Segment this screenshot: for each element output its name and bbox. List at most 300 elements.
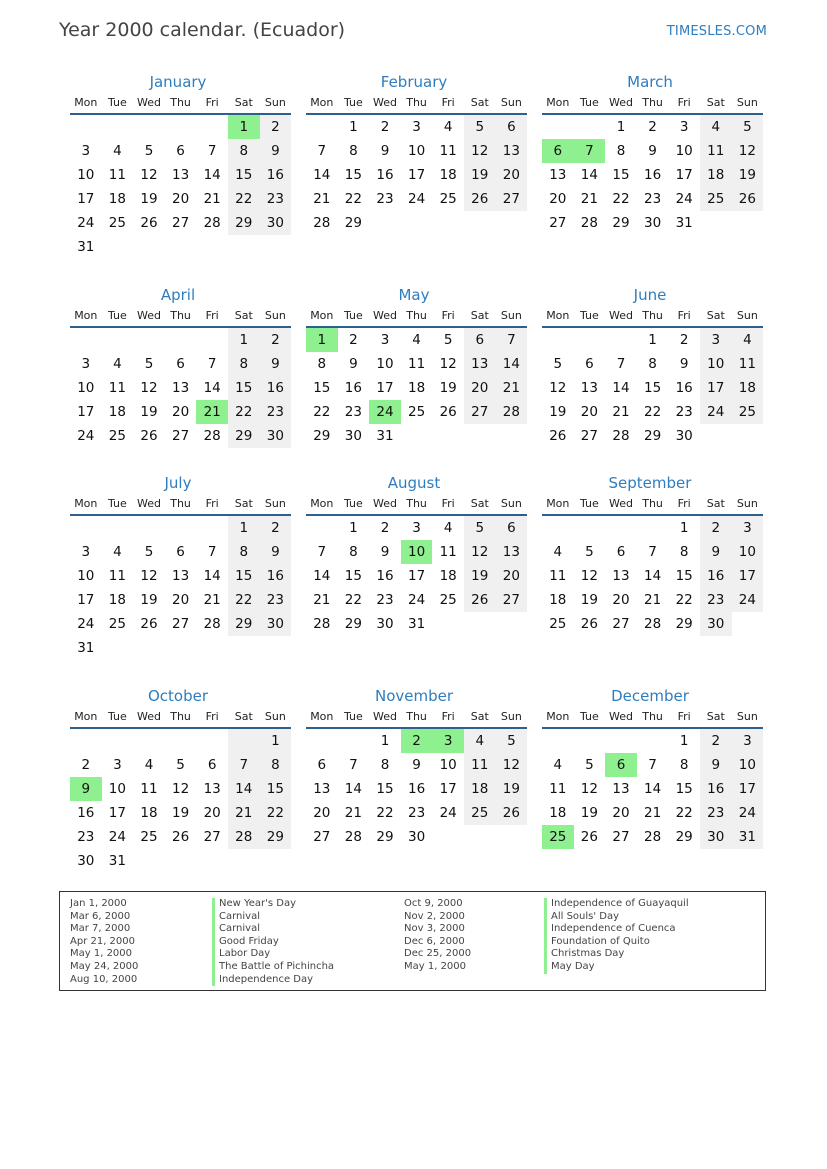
day-cell: 14 bbox=[643, 781, 662, 797]
weekday-header: Mon bbox=[70, 494, 102, 516]
day-cell: 17 bbox=[732, 777, 764, 801]
weekday-header: Sun bbox=[260, 707, 292, 729]
weekday-header: Tue bbox=[102, 93, 134, 115]
day-cell: 30 bbox=[407, 829, 426, 845]
day-cell: 16 bbox=[77, 805, 95, 821]
day-cell: 25 bbox=[700, 187, 732, 211]
day-cell: 7 bbox=[616, 356, 626, 372]
legend-date: May 24, 2000 bbox=[70, 960, 139, 972]
month-march bbox=[539, 73, 761, 235]
day-cell: 22 bbox=[643, 404, 662, 420]
day-cell: 13 bbox=[464, 352, 496, 376]
holiday-day-cell: 21 bbox=[196, 400, 228, 424]
weekday-header: Wed bbox=[605, 93, 637, 115]
weekday-header: Sat bbox=[228, 93, 260, 115]
empty-day-cell bbox=[70, 516, 102, 540]
day-cell: 28 bbox=[203, 428, 221, 444]
day-cell: 18 bbox=[108, 592, 126, 608]
brand-link[interactable]: TIMESLES.COM bbox=[666, 24, 767, 39]
day-cell: 12 bbox=[496, 753, 528, 777]
day-cell: 28 bbox=[203, 215, 221, 231]
weekday-header: Thu bbox=[637, 306, 669, 328]
day-cell: 26 bbox=[464, 187, 496, 211]
day-cell: 6 bbox=[464, 328, 496, 352]
day-cell: 23 bbox=[376, 592, 394, 608]
day-cell: 18 bbox=[549, 805, 567, 821]
legend-holiday-name: Labor Day bbox=[212, 948, 334, 961]
weekday-header: Wed bbox=[605, 306, 637, 328]
empty-day-cell bbox=[369, 211, 401, 235]
day-cell: 25 bbox=[732, 400, 764, 424]
day-cell: 7 bbox=[349, 757, 358, 773]
month-grid bbox=[306, 304, 525, 448]
legend-holiday-name: Carnival bbox=[212, 923, 334, 936]
day-cell: 27 bbox=[171, 215, 190, 231]
day-cell: 14 bbox=[313, 568, 331, 584]
day-cell: 21 bbox=[203, 592, 221, 608]
day-cell: 26 bbox=[549, 428, 567, 444]
empty-day-cell bbox=[133, 235, 165, 259]
weekday-header: Mon bbox=[542, 707, 574, 729]
day-cell: 20 bbox=[171, 191, 190, 207]
day-cell: 7 bbox=[317, 143, 327, 159]
day-cell: 8 bbox=[228, 540, 260, 564]
day-cell: 18 bbox=[549, 592, 567, 608]
weekday-header: Sun bbox=[496, 494, 528, 516]
day-cell: 18 bbox=[108, 404, 126, 420]
day-cell: 14 bbox=[203, 167, 221, 183]
day-cell: 5 bbox=[732, 115, 764, 139]
day-cell: 30 bbox=[675, 428, 693, 444]
day-cell: 22 bbox=[344, 592, 362, 608]
holiday-day-cell: 7 bbox=[574, 139, 606, 163]
weekday-header: Thu bbox=[401, 494, 433, 516]
empty-day-cell bbox=[133, 516, 165, 540]
weekday-header: Fri bbox=[196, 93, 228, 115]
empty-day-cell bbox=[102, 636, 134, 660]
day-cell: 29 bbox=[344, 215, 362, 231]
day-cell: 19 bbox=[171, 805, 190, 821]
day-cell: 17 bbox=[700, 376, 732, 400]
day-cell: 25 bbox=[108, 215, 126, 231]
empty-day-cell bbox=[464, 424, 496, 448]
day-cell: 24 bbox=[439, 805, 457, 821]
day-cell: 26 bbox=[580, 616, 598, 632]
day-cell: 24 bbox=[732, 801, 764, 825]
holiday-day-cell: 6 bbox=[542, 139, 574, 163]
day-cell: 23 bbox=[260, 588, 292, 612]
month-grid bbox=[70, 91, 289, 259]
weekday-header: Wed bbox=[133, 707, 165, 729]
day-cell: 11 bbox=[700, 139, 732, 163]
day-cell: 23 bbox=[700, 801, 732, 825]
day-cell: 13 bbox=[171, 167, 190, 183]
day-cell: 2 bbox=[679, 332, 689, 348]
weekday-header: Thu bbox=[165, 93, 197, 115]
day-cell: 2 bbox=[700, 516, 732, 540]
month-july bbox=[67, 474, 289, 660]
weekday-header: Thu bbox=[637, 93, 669, 115]
empty-day-cell bbox=[306, 516, 338, 540]
weekday-header: Mon bbox=[542, 306, 574, 328]
weekday-header: Mon bbox=[70, 707, 102, 729]
day-cell: 27 bbox=[549, 215, 567, 231]
day-cell: 9 bbox=[412, 757, 421, 773]
weekday-header: Thu bbox=[637, 707, 669, 729]
empty-day-cell bbox=[574, 328, 606, 352]
empty-day-cell bbox=[133, 115, 165, 139]
month-june bbox=[539, 286, 761, 448]
day-cell: 31 bbox=[675, 215, 693, 231]
day-cell: 4 bbox=[553, 757, 563, 773]
day-cell: 14 bbox=[496, 352, 528, 376]
day-cell: 11 bbox=[108, 167, 126, 183]
legend-date: Dec 25, 2000 bbox=[404, 948, 472, 960]
month-august bbox=[303, 474, 525, 636]
weekday-header: Tue bbox=[574, 707, 606, 729]
empty-day-cell bbox=[165, 115, 197, 139]
legend-holiday-name: Independence of Cuenca bbox=[544, 923, 689, 936]
day-cell: 25 bbox=[439, 592, 457, 608]
day-cell: 15 bbox=[675, 568, 693, 584]
weekday-header: Fri bbox=[432, 306, 464, 328]
day-cell: 29 bbox=[344, 616, 362, 632]
weekday-header: Tue bbox=[574, 494, 606, 516]
day-cell: 17 bbox=[77, 191, 95, 207]
day-cell: 11 bbox=[407, 356, 426, 372]
day-cell: 2 bbox=[349, 332, 358, 348]
day-cell: 4 bbox=[443, 520, 453, 536]
day-cell: 15 bbox=[344, 568, 362, 584]
day-cell: 22 bbox=[612, 191, 630, 207]
day-cell: 1 bbox=[679, 733, 689, 749]
legend-holiday-name: Good Friday bbox=[212, 936, 334, 949]
day-cell: 9 bbox=[260, 540, 292, 564]
day-cell: 8 bbox=[679, 757, 689, 773]
day-cell: 22 bbox=[675, 592, 693, 608]
day-cell: 1 bbox=[648, 332, 657, 348]
empty-day-cell bbox=[464, 825, 496, 849]
day-cell: 11 bbox=[140, 781, 158, 797]
month-title: May bbox=[398, 286, 430, 304]
holiday-day-cell: 10 bbox=[401, 540, 433, 564]
empty-day-cell bbox=[102, 516, 134, 540]
day-cell: 5 bbox=[585, 544, 594, 560]
empty-day-cell bbox=[133, 636, 165, 660]
day-cell: 16 bbox=[260, 564, 292, 588]
day-cell: 18 bbox=[407, 380, 426, 396]
day-cell: 26 bbox=[464, 588, 496, 612]
day-cell: 1 bbox=[349, 119, 358, 135]
day-cell: 18 bbox=[140, 805, 158, 821]
day-cell: 5 bbox=[464, 115, 496, 139]
day-cell: 25 bbox=[108, 616, 126, 632]
month-title: July bbox=[164, 474, 192, 492]
day-cell: 30 bbox=[700, 825, 732, 849]
month-may bbox=[303, 286, 525, 448]
day-cell: 21 bbox=[203, 191, 221, 207]
legend-names-col-1 bbox=[212, 898, 334, 986]
empty-day-cell bbox=[196, 115, 228, 139]
legend-date: Dec 6, 2000 bbox=[404, 935, 465, 947]
day-cell: 3 bbox=[732, 516, 764, 540]
day-cell: 12 bbox=[580, 781, 598, 797]
day-cell: 27 bbox=[171, 428, 190, 444]
day-cell: 27 bbox=[580, 428, 598, 444]
day-cell: 28 bbox=[580, 215, 598, 231]
day-cell: 18 bbox=[732, 376, 764, 400]
day-cell: 7 bbox=[228, 753, 260, 777]
day-cell: 20 bbox=[580, 404, 598, 420]
empty-day-cell bbox=[102, 115, 134, 139]
day-cell: 17 bbox=[77, 592, 95, 608]
day-cell: 24 bbox=[407, 191, 426, 207]
weekday-header: Sat bbox=[700, 494, 732, 516]
legend-dates-col-1 bbox=[70, 898, 138, 986]
empty-day-cell bbox=[605, 729, 637, 753]
day-cell: 7 bbox=[648, 757, 657, 773]
day-cell: 14 bbox=[228, 777, 260, 801]
weekday-header: Fri bbox=[196, 707, 228, 729]
day-cell: 1 bbox=[228, 328, 260, 352]
empty-day-cell bbox=[338, 729, 370, 753]
day-cell: 5 bbox=[144, 143, 154, 159]
empty-day-cell bbox=[542, 729, 574, 753]
day-cell: 31 bbox=[77, 640, 95, 656]
day-cell: 25 bbox=[464, 801, 496, 825]
day-cell: 4 bbox=[553, 544, 563, 560]
weekday-header: Thu bbox=[637, 494, 669, 516]
day-cell: 30 bbox=[376, 616, 394, 632]
month-september bbox=[539, 474, 761, 636]
day-cell: 23 bbox=[77, 829, 95, 845]
legend-names-col-2 bbox=[544, 898, 689, 974]
day-cell: 26 bbox=[496, 801, 528, 825]
holiday-day-cell: 1 bbox=[306, 328, 338, 352]
month-title: December bbox=[611, 687, 689, 705]
weekday-header: Wed bbox=[133, 306, 165, 328]
day-cell: 12 bbox=[171, 781, 190, 797]
month-grid bbox=[306, 705, 525, 849]
day-cell: 21 bbox=[612, 404, 630, 420]
day-cell: 29 bbox=[313, 428, 331, 444]
day-cell: 15 bbox=[228, 564, 260, 588]
day-cell: 22 bbox=[313, 404, 331, 420]
weekday-header: Thu bbox=[401, 306, 433, 328]
legend-holiday-name: Foundation of Quito bbox=[544, 936, 689, 949]
day-cell: 4 bbox=[144, 757, 154, 773]
weekday-header: Fri bbox=[668, 306, 700, 328]
weekday-header: Sat bbox=[228, 707, 260, 729]
day-cell: 8 bbox=[228, 139, 260, 163]
weekday-header: Fri bbox=[196, 494, 228, 516]
empty-day-cell bbox=[732, 612, 764, 636]
day-cell: 9 bbox=[260, 139, 292, 163]
day-cell: 24 bbox=[407, 592, 426, 608]
day-cell: 3 bbox=[679, 119, 689, 135]
day-cell: 6 bbox=[616, 544, 626, 560]
day-cell: 14 bbox=[612, 380, 630, 396]
weekday-header: Tue bbox=[574, 93, 606, 115]
day-cell: 2 bbox=[648, 119, 657, 135]
weekday-header: Thu bbox=[165, 707, 197, 729]
empty-day-cell bbox=[196, 849, 228, 873]
day-cell: 11 bbox=[549, 781, 567, 797]
empty-day-cell bbox=[133, 849, 165, 873]
day-cell: 4 bbox=[732, 328, 764, 352]
empty-day-cell bbox=[102, 235, 134, 259]
weekday-header: Sun bbox=[732, 707, 764, 729]
day-cell: 20 bbox=[549, 191, 567, 207]
day-cell: 26 bbox=[140, 215, 158, 231]
day-cell: 2 bbox=[81, 757, 91, 773]
day-cell: 20 bbox=[496, 564, 528, 588]
weekday-header: Sun bbox=[260, 306, 292, 328]
day-cell: 6 bbox=[176, 544, 185, 560]
legend-date: May 1, 2000 bbox=[70, 948, 133, 960]
weekday-header: Mon bbox=[306, 306, 338, 328]
empty-day-cell bbox=[196, 235, 228, 259]
weekday-header: Thu bbox=[165, 306, 197, 328]
day-cell: 5 bbox=[464, 516, 496, 540]
weekday-header: Mon bbox=[306, 494, 338, 516]
empty-day-cell bbox=[637, 516, 669, 540]
weekday-header: Wed bbox=[369, 707, 401, 729]
day-cell: 6 bbox=[585, 356, 594, 372]
day-cell: 7 bbox=[207, 544, 217, 560]
weekday-header: Mon bbox=[70, 93, 102, 115]
day-cell: 28 bbox=[643, 616, 662, 632]
day-cell: 3 bbox=[412, 520, 421, 536]
month-october bbox=[67, 687, 289, 873]
day-cell: 18 bbox=[464, 777, 496, 801]
day-cell: 16 bbox=[407, 781, 426, 797]
empty-day-cell bbox=[70, 729, 102, 753]
weekday-header: Wed bbox=[605, 494, 637, 516]
day-cell: 25 bbox=[108, 428, 126, 444]
weekday-header: Sat bbox=[228, 494, 260, 516]
day-cell: 14 bbox=[203, 568, 221, 584]
day-cell: 11 bbox=[464, 753, 496, 777]
weekday-header: Mon bbox=[306, 707, 338, 729]
day-cell: 26 bbox=[140, 428, 158, 444]
day-cell: 8 bbox=[349, 143, 358, 159]
weekday-header: Tue bbox=[102, 494, 134, 516]
day-cell: 5 bbox=[553, 356, 563, 372]
day-cell: 29 bbox=[612, 215, 630, 231]
day-cell: 9 bbox=[260, 352, 292, 376]
day-cell: 16 bbox=[376, 568, 394, 584]
weekday-header: Thu bbox=[401, 707, 433, 729]
day-cell: 7 bbox=[207, 356, 217, 372]
empty-day-cell bbox=[496, 612, 528, 636]
weekday-header: Sat bbox=[700, 306, 732, 328]
holiday-day-cell: 3 bbox=[432, 729, 464, 753]
weekday-header: Fri bbox=[432, 494, 464, 516]
day-cell: 23 bbox=[675, 404, 693, 420]
day-cell: 14 bbox=[313, 167, 331, 183]
empty-day-cell bbox=[574, 115, 606, 139]
month-title: October bbox=[147, 687, 209, 705]
day-cell: 11 bbox=[108, 380, 126, 396]
day-cell: 10 bbox=[700, 352, 732, 376]
weekday-header: Tue bbox=[102, 707, 134, 729]
weekday-header: Wed bbox=[133, 494, 165, 516]
day-cell: 10 bbox=[77, 167, 95, 183]
empty-day-cell bbox=[542, 115, 574, 139]
legend-holiday-name: Independence Day bbox=[212, 974, 334, 987]
day-cell: 20 bbox=[171, 404, 190, 420]
month-grid bbox=[70, 492, 289, 660]
day-cell: 25 bbox=[439, 191, 457, 207]
legend-date: May 1, 2000 bbox=[404, 960, 467, 972]
empty-day-cell bbox=[432, 211, 464, 235]
day-cell: 14 bbox=[580, 167, 598, 183]
legend-holiday-name: All Souls' Day bbox=[544, 911, 689, 924]
day-cell: 6 bbox=[496, 516, 528, 540]
month-grid bbox=[70, 705, 289, 873]
day-cell: 30 bbox=[260, 424, 292, 448]
day-cell: 6 bbox=[176, 356, 185, 372]
day-cell: 17 bbox=[407, 167, 426, 183]
day-cell: 29 bbox=[675, 616, 693, 632]
day-cell: 23 bbox=[643, 191, 662, 207]
legend-dates-col-2 bbox=[404, 898, 471, 974]
empty-day-cell bbox=[228, 849, 260, 873]
day-cell: 16 bbox=[700, 777, 732, 801]
day-cell: 29 bbox=[376, 829, 394, 845]
empty-day-cell bbox=[637, 729, 669, 753]
day-cell: 3 bbox=[700, 328, 732, 352]
day-cell: 21 bbox=[228, 801, 260, 825]
empty-day-cell bbox=[401, 424, 433, 448]
day-cell: 27 bbox=[496, 187, 528, 211]
legend-holiday-name: Carnival bbox=[212, 911, 334, 924]
day-cell: 8 bbox=[648, 356, 657, 372]
day-cell: 9 bbox=[648, 143, 657, 159]
day-cell: 30 bbox=[260, 211, 292, 235]
empty-day-cell bbox=[196, 636, 228, 660]
month-april bbox=[67, 286, 289, 448]
empty-day-cell bbox=[133, 328, 165, 352]
legend-date: Apr 21, 2000 bbox=[70, 935, 136, 947]
holiday-day-cell: 6 bbox=[605, 753, 637, 777]
empty-day-cell bbox=[432, 825, 464, 849]
day-cell: 19 bbox=[140, 404, 158, 420]
day-cell: 4 bbox=[113, 143, 122, 159]
day-cell: 17 bbox=[675, 167, 693, 183]
day-cell: 21 bbox=[580, 191, 598, 207]
holiday-day-cell: 2 bbox=[401, 729, 433, 753]
day-cell: 28 bbox=[496, 400, 528, 424]
holiday-legend bbox=[59, 891, 766, 991]
weekday-header: Sat bbox=[700, 707, 732, 729]
empty-day-cell bbox=[542, 328, 574, 352]
month-november bbox=[303, 687, 525, 849]
weekday-header: Sat bbox=[464, 93, 496, 115]
day-cell: 27 bbox=[313, 829, 331, 845]
day-cell: 8 bbox=[380, 757, 390, 773]
day-cell: 4 bbox=[113, 544, 122, 560]
empty-day-cell bbox=[70, 328, 102, 352]
empty-day-cell bbox=[732, 424, 764, 448]
day-cell: 5 bbox=[443, 332, 453, 348]
day-cell: 20 bbox=[496, 163, 528, 187]
empty-day-cell bbox=[133, 729, 165, 753]
day-cell: 26 bbox=[140, 616, 158, 632]
day-cell: 11 bbox=[549, 568, 567, 584]
empty-day-cell bbox=[574, 516, 606, 540]
